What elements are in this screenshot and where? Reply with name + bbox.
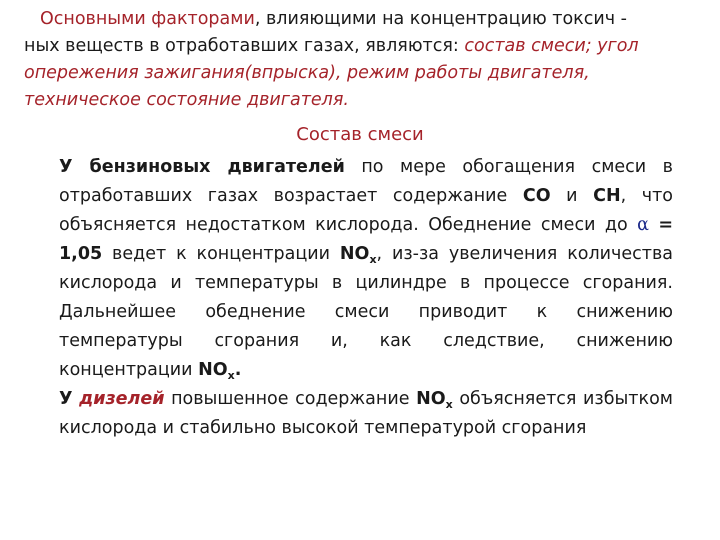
diesel-term: дизелей <box>79 389 165 409</box>
nox-base: NO <box>339 244 370 264</box>
section-body <box>41 153 673 443</box>
nox-base: NO <box>198 360 228 380</box>
nox-formula <box>198 360 235 380</box>
intro-line <box>24 33 708 60</box>
factors-list: техническое состояние двигателя. <box>24 90 349 110</box>
diesel-engine-paragraph <box>41 385 673 443</box>
nox-base: NO <box>416 389 446 409</box>
petrol-engine-term: У бензиновых двигателей <box>59 157 345 177</box>
body-text: ведет к концентрации <box>102 244 340 264</box>
alpha-symbol: α <box>637 215 649 235</box>
body-text: , из-за увеличения количества кислорода и температуры в цилиндре в процессе сгорания. Дальнейшее обеднение смеси приводит к снижению температуры сгорания и, как следствие, снижению концентрации <box>59 244 673 380</box>
factors-list: опережения зажигания(впрыска), режим работы двигателя, <box>24 63 590 83</box>
nox-formula <box>340 244 377 264</box>
petrol-engine-paragraph <box>41 153 673 385</box>
nox-formula <box>416 389 453 409</box>
nox-subscript: х <box>445 398 453 411</box>
diesel-lead: У <box>59 389 73 409</box>
body-text: и <box>550 186 594 206</box>
intro-paragraph <box>24 6 708 114</box>
sentence-end: . <box>234 360 242 380</box>
body-text: по мере обогащения смеси в отработавших газах возрастает содержание <box>59 157 673 206</box>
nox-subscript: х <box>227 369 235 382</box>
intro-text: ных веществ в отработавших газах, являются: <box>24 36 465 56</box>
body-text: объясняется избытком кислорода и стабильно высокой температурой сгорания <box>59 389 673 438</box>
co-formula: СО <box>522 186 551 206</box>
factors-list: состав смеси; угол <box>464 36 639 56</box>
section-heading: Состав смеси <box>296 124 424 145</box>
body-text: , что объясняется недостатком кислорода. Обеднение смеси до <box>59 186 674 235</box>
body-text: повышенное содержание <box>164 389 417 409</box>
main-factors-term: Основными факторами <box>40 9 255 29</box>
intro-line <box>24 6 708 33</box>
nox-subscript: х <box>369 253 377 266</box>
alpha-value: = 1,05 <box>59 215 673 264</box>
ch-formula: СН <box>593 186 621 206</box>
intro-text: , влияющими на концентрацию токсич - <box>254 9 627 29</box>
